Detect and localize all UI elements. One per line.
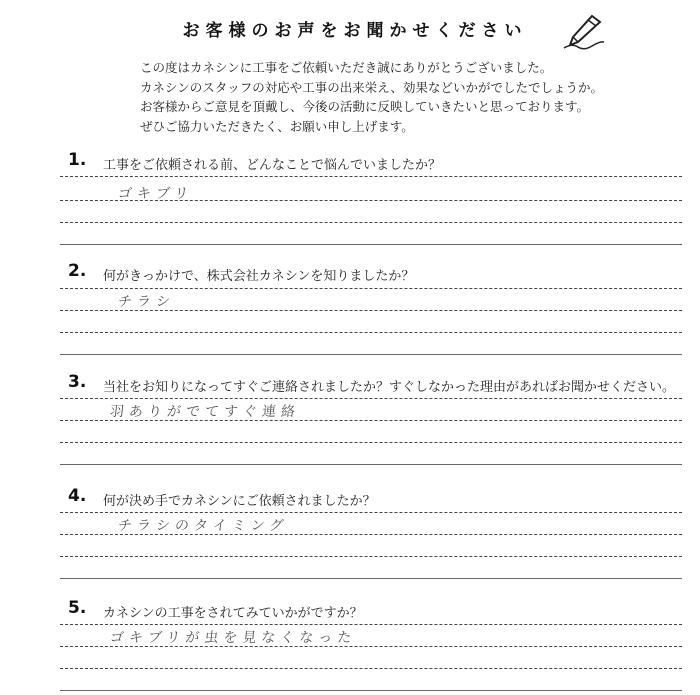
answer-line (60, 310, 682, 311)
question-text: 何が決め手でカネシンにご依頼されましたか？ (103, 494, 376, 509)
intro-text (140, 58, 603, 136)
answer-line (60, 288, 682, 289)
question-number: 3. (68, 372, 87, 392)
answer-handwriting: チラシ (117, 294, 176, 310)
answer-line (60, 556, 682, 557)
answer-line (60, 578, 682, 579)
question-number: 5. (68, 598, 87, 618)
answer-handwriting: 羽ありがでてすぐ連絡 (109, 404, 301, 420)
answer-line (60, 464, 682, 465)
question-text: 工事をご依頼される前、どんなことで悩んでいましたか？ (103, 158, 442, 173)
answer-handwriting: ゴキブリ (117, 186, 195, 202)
answer-line (60, 200, 682, 201)
question-number: 1. (68, 150, 87, 170)
pen-writing-icon (562, 12, 606, 52)
page-title: お客様のお声をお聞かせください (182, 21, 528, 41)
question-text: 当社をお知りになってすぐご連絡されましたか？すぐしなかった理由があればお聞かせください。 (103, 380, 676, 395)
answer-line (60, 222, 682, 223)
answer-line (60, 668, 682, 669)
answer-line (60, 420, 682, 421)
answer-line (60, 332, 682, 333)
answer-line (60, 646, 682, 647)
intro-line: この度はカネシンに工事をご依頼いただき誠にありがとうございました。 (140, 60, 553, 75)
answer-line (60, 512, 682, 513)
answer-line (60, 354, 682, 355)
answer-line (60, 534, 682, 535)
answer-line (60, 690, 682, 691)
answer-line (60, 624, 682, 625)
answer-line (60, 442, 682, 443)
intro-line: カネシンのスタッフの対応や工事の出来栄え、効果などいかがでしたでしょうか。 (140, 79, 603, 95)
answer-line (60, 244, 682, 245)
answer-handwriting: チラシのタイミング (117, 518, 290, 534)
intro-line: お客様からご意見を頂戴し、今後の活動に反映していきたいと思っております。 (140, 99, 590, 114)
intro-line: ぜひご協力いただきたく、お願い申し上げます。 (140, 118, 414, 134)
question-text: 何がきっかけで、株式会社カネシンを知りましたか？ (103, 269, 415, 284)
answer-line (60, 398, 682, 399)
question-number: 2. (68, 261, 87, 281)
answer-handwriting: ゴキブリが虫を見なくなった (109, 630, 358, 646)
question-text: カネシンの工事をされてみていかがですか？ (103, 606, 363, 621)
answer-line (60, 176, 682, 177)
question-number: 4. (68, 486, 87, 506)
